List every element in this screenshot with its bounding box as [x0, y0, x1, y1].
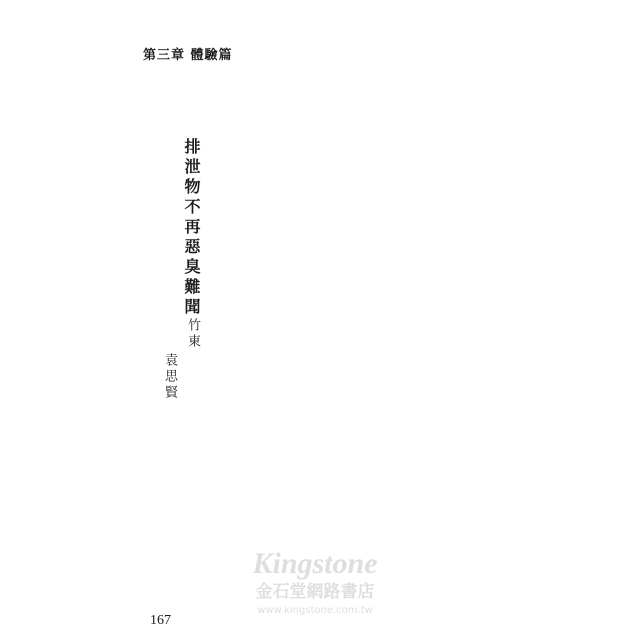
inset-author: 袁思賢 — [162, 353, 177, 401]
note-column — [400, 335, 422, 600]
body-column — [200, 88, 222, 443]
svg-text:金石堂網路書店: 金石堂網路書店 — [255, 582, 375, 602]
note-column — [360, 335, 382, 600]
svg-text:Kingstone: Kingstone — [252, 547, 378, 580]
note-column — [340, 335, 362, 600]
note-column — [300, 335, 322, 600]
chapter-title: 第三章 體驗篇 — [143, 48, 233, 63]
page-number: 167 — [150, 613, 171, 628]
body-column — [244, 88, 266, 443]
note-column — [320, 335, 342, 600]
svg-text:www.kingstone.com.tw: www.kingstone.com.tw — [257, 605, 373, 616]
inset-title: 排泄物不再惡臭難聞 — [182, 138, 201, 318]
body-column — [222, 88, 244, 443]
note-column — [280, 335, 302, 600]
note-column — [380, 335, 402, 600]
note-column — [420, 335, 442, 600]
inset-byline: 竹東 — [185, 318, 200, 350]
